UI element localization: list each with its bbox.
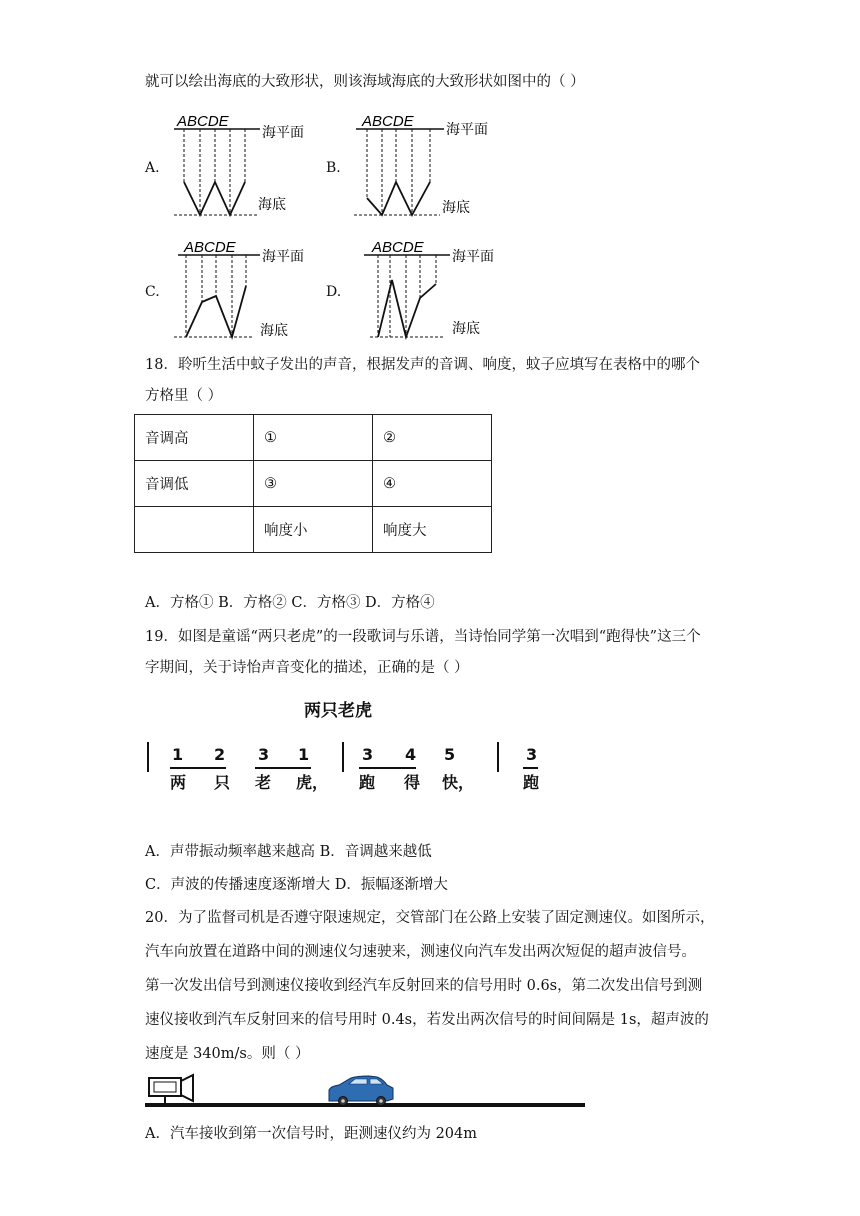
- table-cell: 响度大: [373, 507, 492, 553]
- sea-floor-label: 海底: [452, 320, 480, 336]
- table-cell: 音调低: [135, 461, 254, 507]
- q18-line2: 方格里（ ）: [145, 388, 223, 404]
- speed-camera-diagram: [145, 1072, 615, 1116]
- lyric: 跑: [523, 773, 540, 792]
- road-line: [145, 1103, 585, 1107]
- table-row: [135, 461, 492, 507]
- lyric: 两: [170, 773, 187, 792]
- song-title: 两只老虎: [304, 701, 372, 721]
- table-row: [135, 415, 492, 461]
- table-cell: ①: [254, 415, 373, 461]
- option-b-label: B.: [326, 160, 341, 176]
- table-cell: ④: [373, 461, 492, 507]
- lyric: 快，: [442, 773, 475, 792]
- eighth-beam: [359, 767, 416, 769]
- q20-option-a: A．汽车接收到第一次信号时，距测速仪约为 204m: [145, 1126, 478, 1142]
- note: 1: [172, 745, 184, 764]
- q20-line2: 汽车向放置在道路中间的测速仪匀速驶来，测速仪向汽车发出两次短促的超声波信号。: [145, 944, 696, 960]
- lyric: 老: [255, 773, 272, 792]
- note: 2: [214, 745, 226, 764]
- q19-option-ab: A．声带振动频率越来越高 B．音调越来越低: [145, 844, 432, 860]
- note: 1: [298, 745, 310, 764]
- sea-level-label: 海平面: [446, 121, 488, 137]
- option-a-label: A.: [145, 160, 160, 176]
- table-cell: ②: [373, 415, 492, 461]
- q20-line1: 20．为了监督司机是否遵守限速规定，交管部门在公路上安装了固定测速仪。如图所示，: [145, 910, 715, 926]
- seafloor-diagram-b: [350, 110, 510, 229]
- option-c-label: C.: [145, 284, 160, 300]
- table-cell: 音调高: [135, 415, 254, 461]
- bar-line: [342, 742, 344, 772]
- q20-line4: 速仪接收到汽车反射回来的信号用时 0.4s，若发出两次信号的时间间隔是 1s，超声波的: [145, 1012, 709, 1028]
- sea-level-label: 海平面: [262, 248, 304, 264]
- table-row: [135, 507, 492, 553]
- speed-camera-icon: [149, 1075, 193, 1103]
- q18-line1: 18．聆听生活中蚊子发出的声音，根据发声的音调、响度，蚊子应填写在表格中的哪个: [145, 357, 700, 373]
- note: 3: [362, 745, 374, 764]
- bar-line: [497, 742, 499, 772]
- sea-level-label: 海平面: [262, 124, 304, 140]
- option-d-label: D.: [326, 284, 342, 300]
- note: 3: [258, 745, 270, 764]
- points-label: ABCDE: [177, 113, 229, 130]
- q20-line5: 速度是 340m/s。则（ ）: [145, 1046, 310, 1062]
- q19-option-cd: C．声波的传播速度逐渐增大 D．振幅逐渐增大: [145, 877, 448, 893]
- note: 3: [526, 745, 538, 764]
- q19-line1: 19．如图是童谣“两只老虎”的一段歌词与乐谱，当诗怡同学第一次唱到“跑得快”这三个: [145, 629, 701, 645]
- note: 5: [444, 745, 456, 764]
- lyric: 只: [214, 773, 231, 792]
- seafloor-diagram-a: [172, 110, 322, 229]
- sea-floor-label: 海底: [258, 196, 286, 212]
- points-label: ABCDE: [184, 239, 236, 256]
- q17-intro: 就可以绘出海底的大致形状，则该海域海底的大致形状如图中的（ ）: [145, 74, 585, 90]
- seafloor-diagram-d: [360, 236, 520, 350]
- q19-line2: 字期间，关于诗怡声音变化的描述，正确的是（ ）: [145, 660, 469, 676]
- lyric: 虎，: [296, 773, 329, 792]
- lyric: 跑: [359, 773, 376, 792]
- eighth-beam: [170, 767, 226, 769]
- lyric: 得: [404, 773, 421, 792]
- pitch-loudness-table: [134, 414, 492, 553]
- points-label: ABCDE: [372, 239, 424, 256]
- eighth-beam: [523, 767, 538, 769]
- sea-floor-label: 海底: [260, 322, 288, 338]
- table-cell: ③: [254, 461, 373, 507]
- q20-line3: 第一次发出信号到测速仪接收到经汽车反射回来的信号用时 0.6s，第二次发出信号到测: [145, 978, 703, 994]
- sea-floor-label: 海底: [442, 199, 470, 215]
- q18-answers: A．方格① B．方格② C．方格③ D．方格④: [145, 595, 435, 611]
- eighth-beam: [255, 767, 311, 769]
- car-icon: [329, 1076, 393, 1106]
- points-label: ABCDE: [362, 113, 414, 130]
- sea-level-label: 海平面: [452, 248, 494, 264]
- note: 4: [405, 745, 417, 764]
- table-cell: [135, 507, 254, 553]
- bar-line: [147, 742, 149, 772]
- table-cell: 响度小: [254, 507, 373, 553]
- seafloor-diagram-c: [172, 236, 322, 350]
